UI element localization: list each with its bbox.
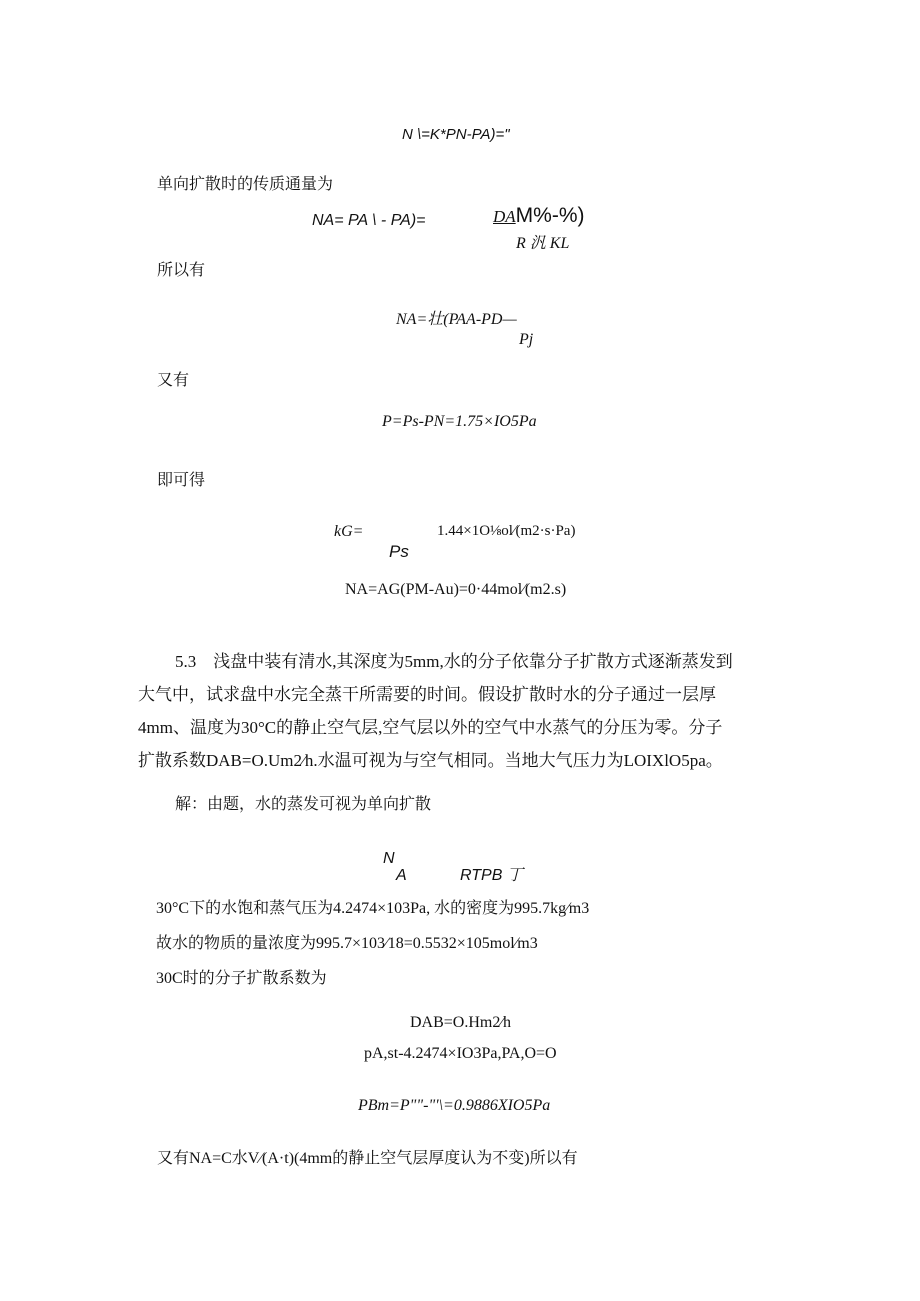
problem-line: 大气中，试求盘中水完全蒸干所需要的时间。假设扩散时水的分子通过一层厚: [138, 685, 716, 704]
text-also-have: 又有: [157, 370, 190, 389]
text-diffusion-coefficient: 30C时的分子扩散系数为: [156, 970, 327, 987]
problem-line: 4mm、温度为30°C的静止空气层,空气层以外的空气中水蒸气的分压为零。分子: [138, 718, 723, 737]
equation-na-result: NA=AG(PM-Au)=0·44mol∕(m2.s): [345, 581, 567, 598]
numerator-da: DA: [493, 207, 516, 226]
problem-line: 扩散系数DAB=O.Um2∕h.水温可视为与空气相同。当地大气压力为LOIXlO5pa。: [138, 751, 723, 770]
equation-unidirectional-numerator: [493, 205, 585, 226]
text-vapor-pressure: 30°C下的水饱和蒸气压为4.2474×103Pa, 水的密度为995.7kg∕m3: [156, 900, 590, 917]
equation-evap-n: N: [383, 850, 395, 867]
solution-intro: 解：由题，水的蒸发可视为单向扩散: [175, 794, 432, 813]
equation-kg-denominator: Ps: [389, 542, 409, 561]
equation-evap-a: A: [396, 867, 407, 884]
equation-na-line2: Pj: [519, 331, 534, 348]
equation-na-line1: NA=壮(PAA-PD—: [396, 311, 517, 328]
text-molar-concentration: 故水的物质的量浓度为995.7×103∕18=0.5532×105mol∕m3: [156, 935, 538, 952]
equation-partial-pressure: pA,st-4.2474×IO3Pa,PA,O=O: [364, 1045, 557, 1062]
equation-dab: DAB=O.Hm2∕h: [410, 1014, 512, 1031]
numerator-rest: M%-%): [515, 204, 585, 227]
problem-statement: [138, 645, 788, 777]
equation-pressure-difference: P=Ps-PN=1.75×IO5Pa: [382, 413, 537, 430]
text-so-have: 所以有: [157, 260, 206, 279]
equation-unidirectional-left: NA= PA \ - PA)=: [312, 212, 426, 229]
equation-kg-left: kG=: [334, 523, 364, 540]
problem-line: 5.3 浅盘中装有清水,其深度为5mm,水的分子依靠分子扩散方式逐渐蒸发到: [175, 652, 733, 671]
equation-evap-right: RTPB 丁: [460, 867, 523, 884]
text-unidirectional-flux: 单向扩散时的传质通量为: [157, 174, 334, 193]
equation-kg-value: 1.44×1O⅛ol∕(m2·s·Pa): [437, 523, 576, 539]
equation-pbm: PBm=P""-"'\=0.9886XIO5Pa: [358, 1097, 551, 1114]
equation-flux-linear: N \=K*PN-PA)=": [402, 126, 510, 143]
text-obtain: 即可得: [157, 470, 206, 489]
text-last-line: 又有NA=C水V∕(A·t)(4mm的静止空气层厚度认为不变)所以有: [157, 1150, 578, 1167]
equation-unidirectional-denominator: R 汎 KL: [516, 235, 570, 252]
